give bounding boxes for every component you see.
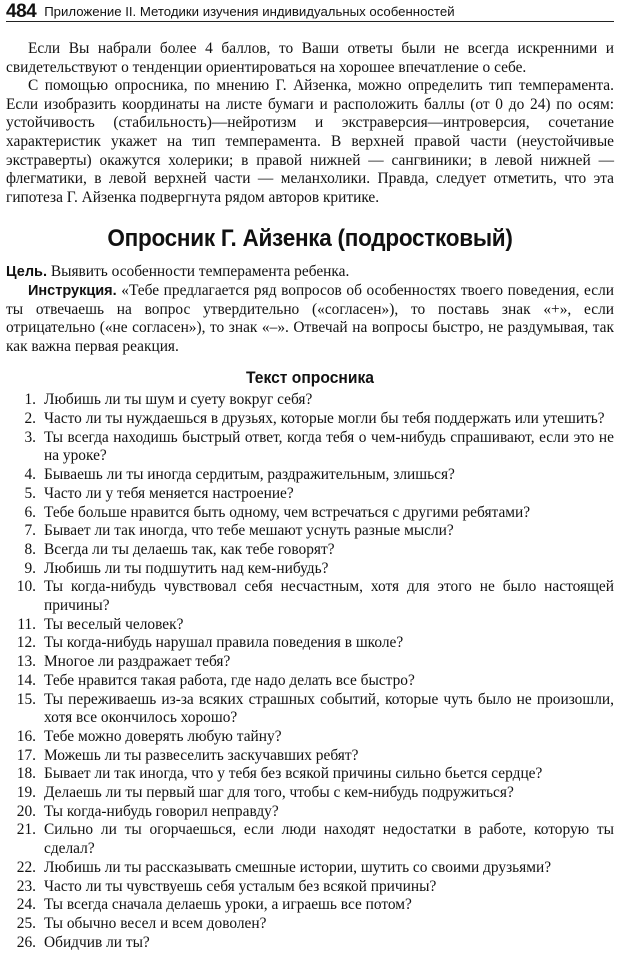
question-text: Любишь ли ты подшутить над кем-нибудь? — [44, 559, 329, 577]
question-number: 15. — [16, 690, 36, 708]
question-text: Часто ли у тебя меняется настроение? — [44, 484, 294, 502]
question-number: 20. — [16, 802, 36, 820]
question-number: 8. — [24, 540, 36, 558]
question-number: 18. — [16, 765, 36, 783]
page-number: 484 — [6, 1, 37, 22]
question-item — [6, 934, 614, 953]
intro-paragraph: Если Вы набрали более 4 баллов, то Ваши ответы были не всегда искренними и свидетельствуют о тенденции ориентироваться на хорошее впечатление о себе. — [6, 40, 614, 76]
question-number: 2. — [24, 410, 36, 428]
question-text: Тебе больше нравится быть одному, чем встречаться с другими ребятами? — [44, 503, 531, 521]
question-number: 1. — [24, 391, 36, 409]
section-title: Опросник Г. Айзенка (подростковый) — [107, 225, 513, 253]
question-text: Делаешь ли ты первый шаг для того, чтобы с кем-нибудь подружиться? — [44, 784, 514, 802]
question-number: 17. — [16, 746, 36, 764]
question-item — [6, 485, 614, 504]
question-item — [6, 578, 614, 615]
question-text: Бывает ли так иногда, что тебе мешают уснуть разные мысли? — [44, 522, 454, 540]
question-item — [6, 878, 614, 897]
question-number: 22. — [16, 858, 36, 876]
question-number: 7. — [24, 522, 36, 540]
intro-text — [6, 40, 614, 207]
intro-paragraph: С помощью опросника, по мнению Г. Айзенка, можно определить тип темперамента. Если изобразить координаты на листе бумаги и расположить баллы (от 0 до 24) по осям: устойчивость (стабильность)—нейротизм и экстраверсия—интроверсия, сочетание характеристик укажет на тип темперамента. В верхней правой части (неустойчивые экстраверты) окажутся холерики; в правой нижней — сангвиники; в левой нижней — флегматики, в левой верхней части — меланхолики. Правда, следует отметить, что эта гипотеза Г. Айзенка подвергнута рядом авторов критике. — [6, 77, 614, 206]
questions-title: Текст опросника — [246, 368, 374, 388]
question-number: 13. — [16, 653, 36, 671]
question-number: 10. — [16, 578, 36, 596]
question-text: Любишь ли ты рассказывать смешные истории, шутить со своими друзьями? — [44, 858, 552, 876]
question-text: Ты переживаешь из-за всяких страшных событий, которые чуть было не произошли, хотя все окончилось хорошо? — [44, 690, 614, 727]
question-text: Бываешь ли ты иногда сердитым, раздражительным, злишься? — [44, 466, 455, 484]
question-text: Тебе нравится такая работа, где надо делать все быстро? — [44, 671, 415, 689]
question-number: 19. — [16, 784, 36, 802]
question-item — [6, 691, 614, 728]
question-number: 23. — [16, 877, 36, 895]
question-item — [6, 915, 614, 934]
question-number: 24. — [16, 896, 36, 914]
question-text: Ты всегда сначала делаешь уроки, а играешь все потом? — [44, 896, 412, 914]
question-text: Ты когда-нибудь говорил неправду? — [44, 802, 279, 820]
question-item — [6, 634, 614, 653]
question-text: Часто ли ты нуждаешься в друзьях, которые могли бы тебя поддержать или утешить? — [44, 410, 605, 428]
instruction-label: Инструкция. — [28, 282, 117, 299]
question-text: Можешь ли ты развеселить заскучавших ребят? — [44, 746, 359, 764]
question-item — [6, 522, 614, 541]
page-header — [6, 0, 614, 22]
instruction-paragraph — [6, 282, 614, 356]
question-item — [6, 728, 614, 747]
question-number: 26. — [16, 933, 36, 951]
question-item — [6, 821, 614, 858]
question-number: 3. — [24, 428, 36, 446]
question-number: 9. — [24, 559, 36, 577]
question-text: Всегда ли ты делаешь так, как тебе говорят? — [44, 540, 335, 558]
question-item — [6, 859, 614, 878]
question-item — [6, 466, 614, 485]
question-item — [6, 747, 614, 766]
question-item — [6, 541, 614, 560]
question-text: Часто ли ты чувствуешь себя усталым без всякой причины? — [44, 877, 437, 895]
goal-text: Выявить особенности темперамента ребенка. — [47, 263, 350, 281]
running-head: Приложение II. Методики изучения индивидуальных особенностей — [44, 4, 455, 19]
question-number: 12. — [16, 634, 36, 652]
question-item — [6, 784, 614, 803]
question-text: Ты обычно весел и всем доволен? — [44, 915, 267, 932]
question-text: Любишь ли ты шум и суету вокруг себя? — [44, 391, 313, 409]
goal-paragraph — [6, 263, 614, 282]
question-number: 14. — [16, 671, 36, 689]
question-item — [6, 560, 614, 579]
question-text: Ты когда-нибудь чувствовал себя несчастным, хотя для этого не было настоящей причины? — [44, 578, 614, 615]
question-item — [6, 672, 614, 691]
goal-label: Цель. — [6, 264, 47, 281]
question-item — [6, 391, 614, 410]
question-text: Бывает ли так иногда, что у тебя без всякой причины сильно бьется сердце? — [44, 765, 543, 783]
question-item — [6, 504, 614, 523]
question-text: Тебе можно доверять любую тайну? — [44, 727, 282, 745]
question-number: 25. — [16, 915, 36, 932]
question-text: Ты всегда находишь быстрый ответ, когда тебя о чем-нибудь спрашивают, если это не на уроке? — [44, 428, 614, 465]
question-item — [6, 429, 614, 466]
question-text: Ты когда-нибудь нарушал правила поведения в школе? — [44, 634, 404, 652]
question-number: 4. — [24, 466, 36, 484]
question-text: Сильно ли ты огорчаешься, если люди находят недостатки в работе, которую ты сделал? — [44, 821, 614, 858]
question-list — [6, 391, 614, 952]
question-number: 5. — [24, 484, 36, 502]
question-number: 16. — [16, 727, 36, 745]
question-number: 11. — [17, 615, 36, 633]
question-item — [6, 653, 614, 672]
question-item — [6, 803, 614, 822]
question-number: 21. — [16, 821, 36, 839]
question-number: 6. — [24, 503, 36, 521]
question-item — [6, 765, 614, 784]
question-item — [6, 616, 614, 635]
question-text: Обидчив ли ты? — [44, 933, 150, 951]
question-text: Ты веселый человек? — [44, 615, 184, 633]
question-item — [6, 410, 614, 429]
question-item — [6, 896, 614, 915]
question-text: Многое ли раздражает тебя? — [44, 653, 231, 671]
instruction-text: «Тебе предлагается ряд вопросов об особенностях твоего поведения, если ты отвечаешь на вопрос утвердительно («согласен»), то поставь знак «+», если отрицательно («не согласен»), то знак «–». Отвечай на вопросы быстро, не раздумывая, так как важна первая реакция. — [6, 281, 614, 355]
